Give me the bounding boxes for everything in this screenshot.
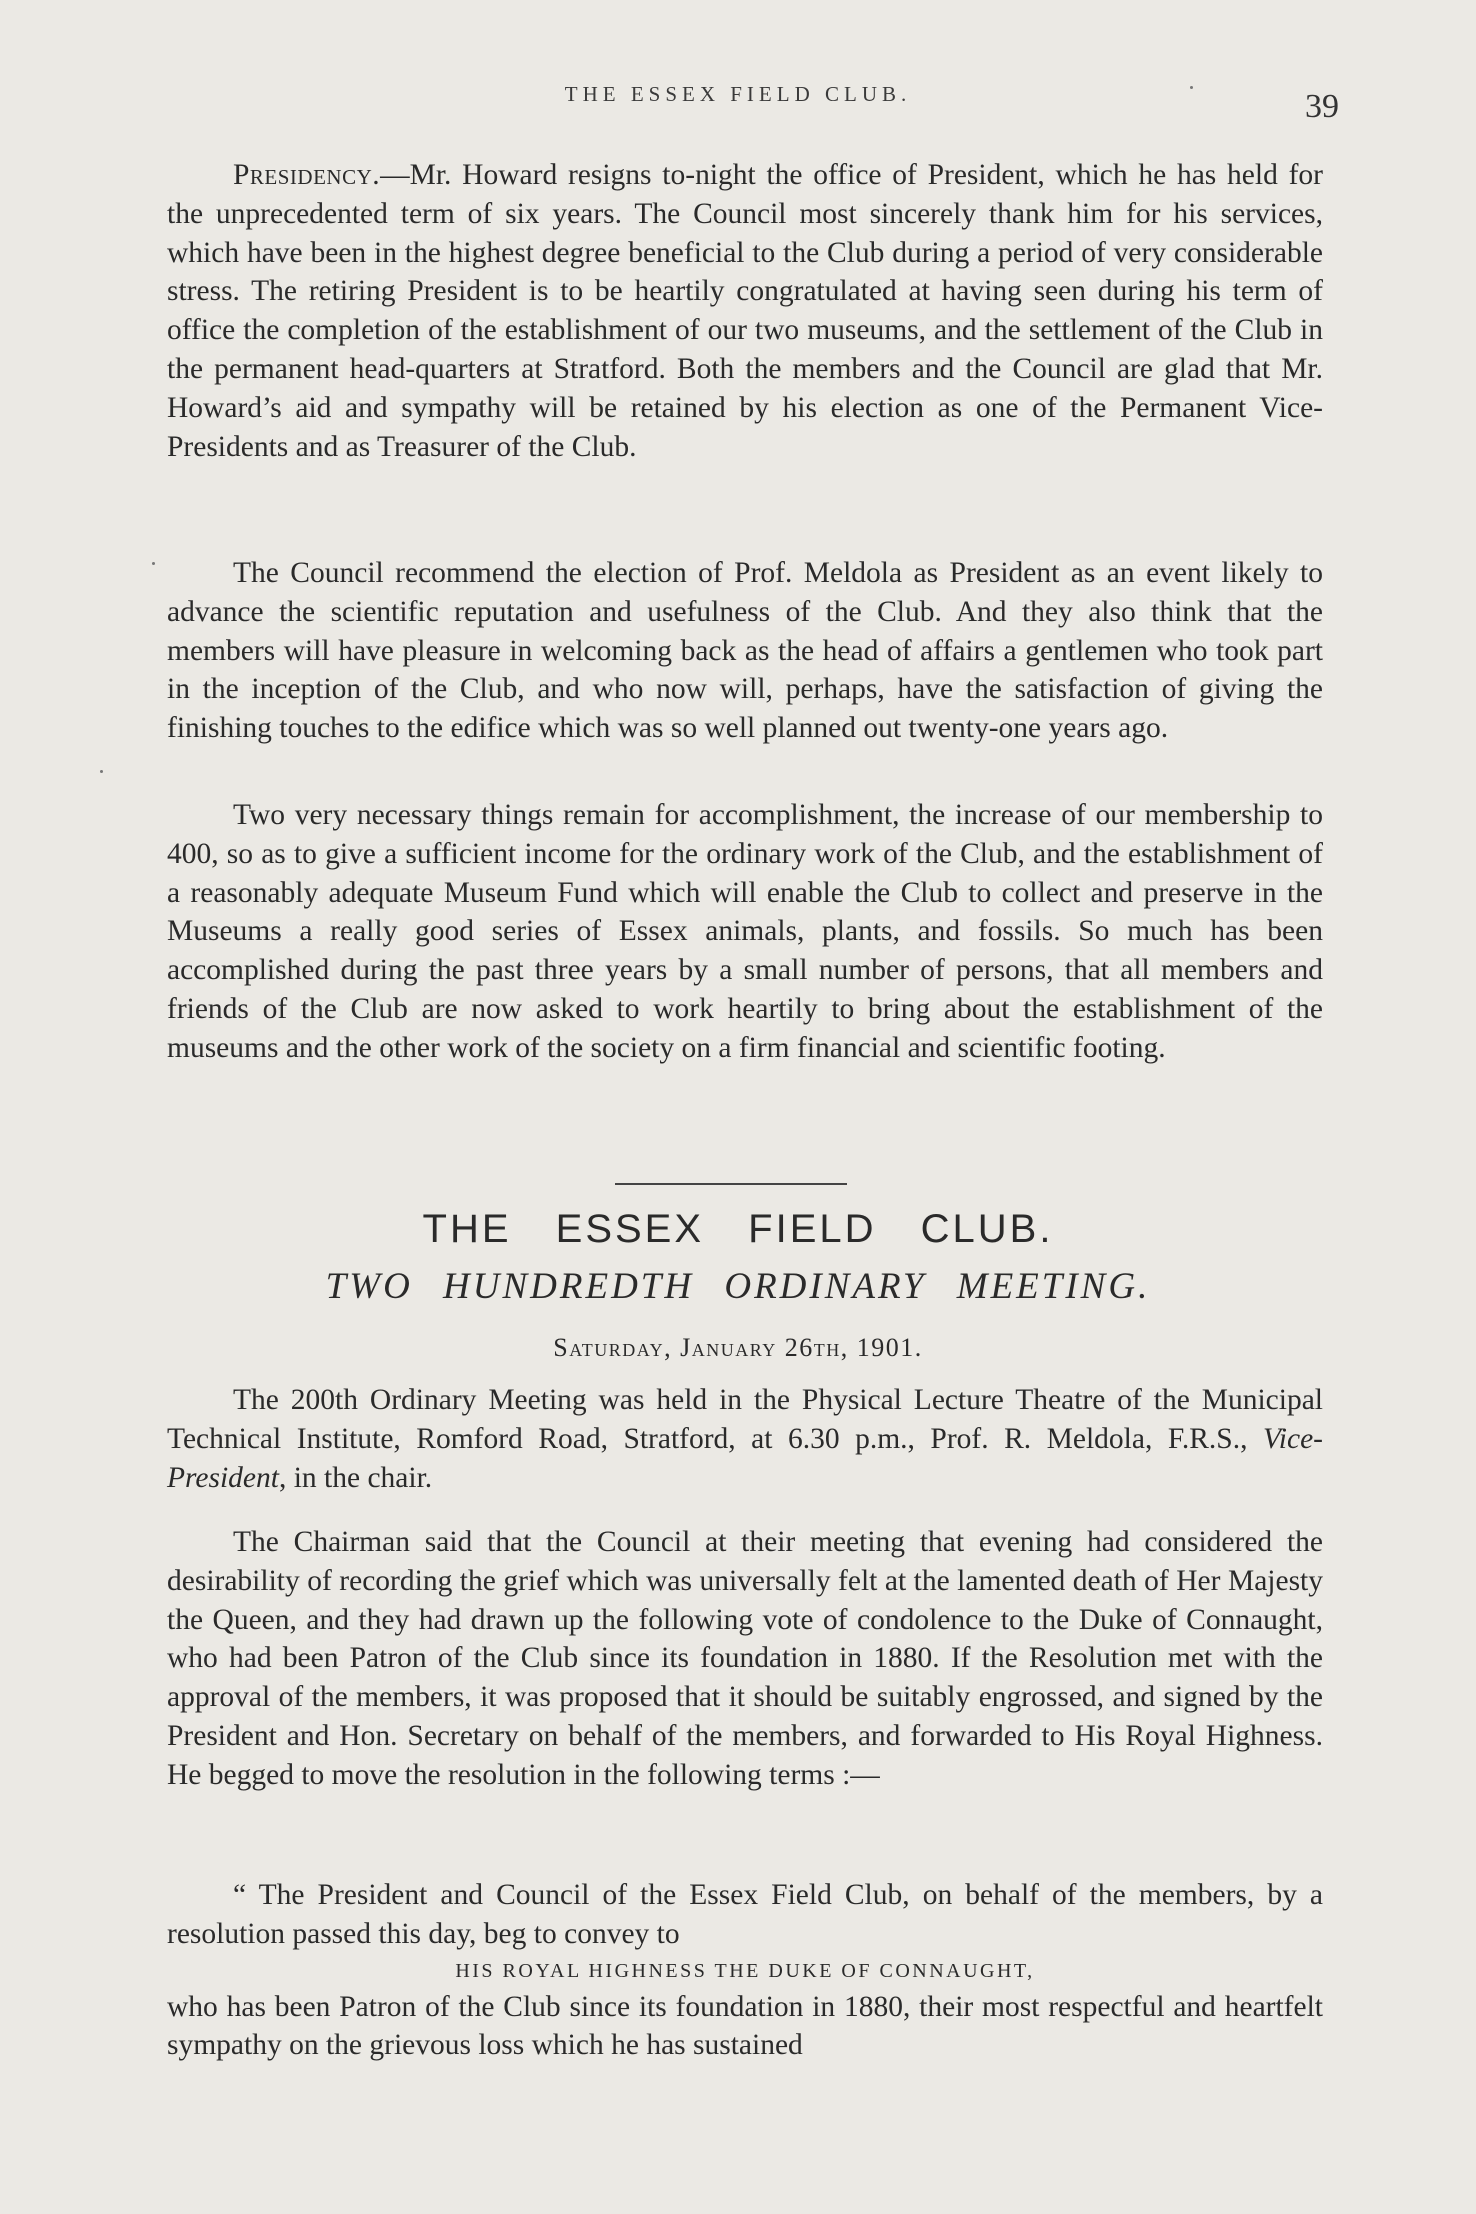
presidency-text: —Mr. Howard resigns to-night the office of President, which he has held for the unprecedented term of six years. The Council most sincerely thank him for his services, which have been in the highest degree beneficial to the Club during a period of very considerable stress. The retiring President is to be heartily congratulated at having seen during his term of office the completion of the establishment of our two museums, and the settlement of the Club in the permanent head-quarters at Stratford. Both the members and the Council are glad that Mr. Howard’s aid and sympathy will be retained by his election as one of the Permanent Vice-Presidents and as Treasurer of the Club.	[167, 159, 1323, 463]
meeting-intro-section	[167, 1381, 1323, 1497]
presidency-section	[167, 156, 1323, 466]
chairman-paragraph: The Chairman said that the Council at their meeting that evening had considered the desirability of recording the grief which was universally felt at the lamented death of Her Majesty the Queen, and they had drawn up the following vote of condolence to the Duke of Connaught, who had been Patron of the Club since its foundation in 1880. If the Resolution met with the approval of the members, it was proposed that it should be suitably engrossed, and signed by the President and Hon. Secretary on behalf of the members, and forwarded to His Royal Highness. He begged to move the resolution in the following terms :—	[167, 1526, 1323, 1791]
resolution-paragraph: “ The President and Council of the Essex Field Club, on behalf of the members, by a resolution passed this day, beg to convey to	[167, 1879, 1323, 1950]
chairman-section	[167, 1523, 1323, 1795]
resolution-continuation: who has been Patron of the Club since its foundation in 1880, their most respectful and heartfelt sympathy on the grievous loss which he has sustained	[167, 1990, 1323, 2062]
club-title: THE ESSEX FIELD CLUB.	[422, 1207, 1054, 1251]
vice-president-italic: Vice-President	[167, 1422, 1323, 1494]
necessities-paragraph: Two very necessary things remain for accomplishment, the increase of our membership to 400, so as to give a sufficient income for the ordinary work of the Club, and the establishment of a reasonably adequate Museum Fund which will enable the Club to collect and preserve in the Museums a really good series of Essex animals, plants, and fossils. So much has been accomplished during the past three years by a small number of persons, that all members and friends of the Club are now asked to work heartily to bring about the establishment of the museums and the other work of the society on a firm financial and scientific footing.	[167, 799, 1323, 1064]
presidency-paragraph	[167, 156, 1323, 466]
meeting-date: Saturday, January 26th, 1901.	[553, 1333, 923, 1362]
paper-speck	[100, 770, 103, 773]
resolution-section	[167, 1876, 1323, 2065]
paper-speck	[152, 562, 155, 565]
necessities-section	[167, 796, 1323, 1068]
meeting-intro-end: , in the chair.	[278, 1461, 433, 1494]
presidency-lead: Presidency.	[233, 159, 381, 191]
meeting-title: TWO HUNDREDTH ORDINARY MEETING.	[325, 1266, 1151, 1307]
meldola-section	[167, 554, 1323, 748]
running-head: THE ESSEX FIELD CLUB.	[564, 82, 912, 106]
paper-speck	[1190, 86, 1193, 89]
meeting-intro-text: The 200th Ordinary Meeting was held in the Physical Lecture Theatre of the Municipal Technical Institute, Romford Road, Stratford, at 6.30 p.m., Prof. R. Meldola, F.R.S.,	[167, 1384, 1323, 1455]
page-number: 39	[1305, 88, 1339, 125]
section-divider	[615, 1183, 847, 1185]
addressee-line: HIS ROYAL HIGHNESS THE DUKE OF CONNAUGHT,	[455, 1959, 1035, 1982]
meeting-intro-paragraph	[167, 1381, 1323, 1497]
meldola-paragraph: The Council recommend the election of Prof. Meldola as President as an event likely to advance the scientific reputation and usefulness of the Club. And they also think that the members will have pleasure in welcoming back as the head of affairs a gentlemen who took part in the inception of the Club, and who now will, perhaps, have the satisfaction of giving the finishing touches to the edifice which was so well planned out twenty-one years ago.	[167, 557, 1323, 745]
